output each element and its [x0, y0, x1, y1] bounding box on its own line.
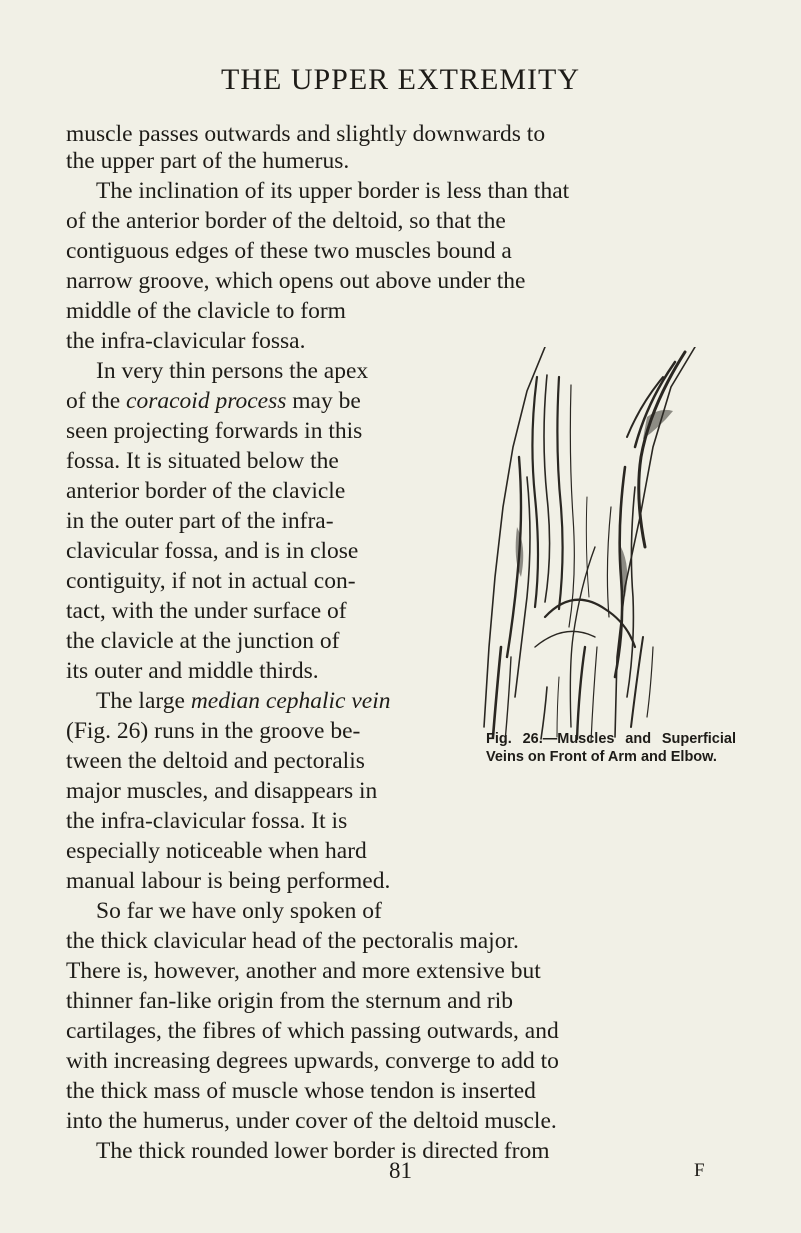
text-line: contiguous edges of these two muscles bound a	[66, 238, 512, 264]
text-line: its outer and middle thirds.	[66, 658, 319, 684]
text-run: of the	[66, 388, 127, 414]
figure-caption: Fig. 26.—Muscles and Superficial Veins on Front of Arm and Elbow.	[486, 731, 736, 765]
text-line: narrow groove, which opens out above under the	[66, 268, 526, 294]
signature-mark: F	[694, 1160, 705, 1181]
text-line: (Fig. 26) runs in the groove be-	[66, 718, 361, 744]
arm-muscles-illustration-icon	[475, 347, 705, 745]
text-line: with increasing degrees upwards, converge to add to	[66, 1048, 559, 1074]
text-line: the upper part of the humerus.	[66, 148, 350, 174]
text-line	[96, 686, 391, 716]
text-line: tween the deltoid and pectoralis	[66, 748, 365, 774]
text-line: thinner fan-like origin from the sternum and rib	[66, 988, 514, 1014]
text-line: of the anterior border of the deltoid, so that the	[66, 208, 506, 234]
text-line: the infra-clavicular fossa.	[66, 328, 306, 354]
text-line: The inclination of its upper border is less than that	[96, 178, 570, 204]
text-line: the thick mass of muscle whose tendon is inserted	[66, 1078, 536, 1104]
text-line: contiguity, if not in actual con-	[66, 568, 356, 594]
text-line: in the outer part of the infra-	[66, 508, 334, 534]
text-line: In very thin persons the apex	[96, 358, 369, 384]
text-line: into the humerus, under cover of the deltoid muscle.	[66, 1108, 557, 1134]
text-line: tact, with the under surface of	[66, 598, 347, 624]
italic-term: median cephalic vein	[190, 688, 391, 714]
text-line: muscle passes outwards and slightly downwards to	[66, 121, 546, 147]
text-line: manual labour is being performed.	[66, 868, 391, 894]
text-run: may be	[286, 388, 361, 414]
text-line: middle of the clavicle to form	[66, 298, 346, 324]
text-line: the thick clavicular head of the pectoralis major.	[66, 928, 519, 954]
text-line: cartilages, the fibres of which passing outwards, and	[66, 1018, 559, 1044]
text-line: The thick rounded lower border is directed from	[96, 1138, 550, 1164]
text-line: anterior border of the clavicle	[66, 478, 346, 504]
text-line: major muscles, and disappears in	[66, 778, 378, 804]
italic-term: coracoid process	[126, 388, 287, 414]
page-number: 81	[389, 1158, 412, 1183]
text-line: clavicular fossa, and is in close	[66, 538, 359, 564]
text-line: So far we have only spoken of	[96, 898, 382, 924]
text-line: fossa. It is situated below the	[66, 448, 339, 474]
text-line: especially noticeable when hard	[66, 838, 367, 864]
text-line: seen projecting forwards in this	[66, 418, 363, 444]
text-line: the infra-clavicular fossa. It is	[66, 808, 348, 834]
text-line: There is, however, another and more extensive but	[66, 958, 541, 984]
text-line	[66, 386, 361, 416]
text-run: The large	[96, 688, 191, 714]
text-line: the clavicle at the junction of	[66, 628, 340, 654]
running-header: THE UPPER EXTREMITY	[221, 63, 580, 96]
